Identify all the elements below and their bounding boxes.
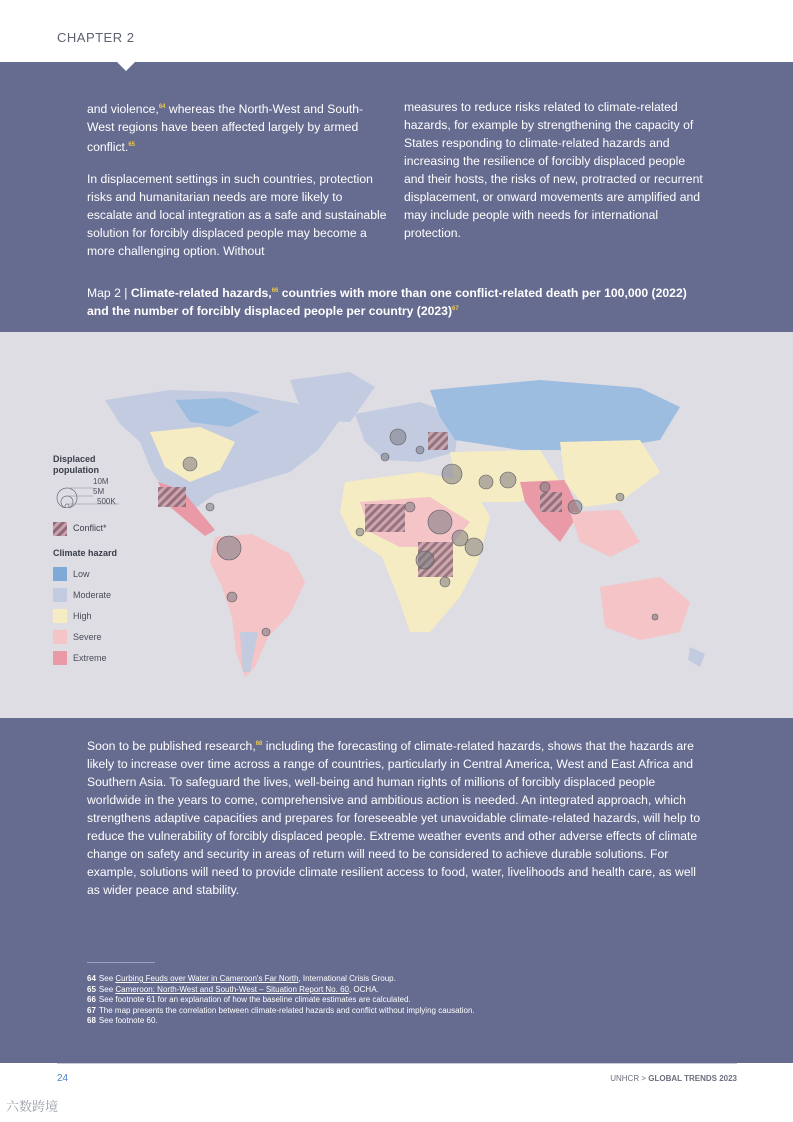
legend-hazard-item — [53, 588, 143, 604]
hazard-label: Moderate — [73, 590, 112, 600]
footnote-item: 66 See footnote 61 for an explanation of how the baseline climate estimates are calculated. — [87, 995, 411, 1004]
page-number: 24 — [57, 1073, 69, 1084]
hazard-label: Extreme — [73, 653, 107, 663]
displaced-bubble — [381, 453, 389, 461]
map-title: Map 2 | Climate-related hazards,$^{66}$ countries with more than one conflict-related death per 100,000 (2022) and the number of forcibly displaced people per country (2023)$^{67}$ — [87, 286, 687, 319]
right-column — [404, 98, 704, 256]
hazard-label: High — [73, 611, 92, 621]
footnote-link[interactable]: Cameroon: North-West and South-West – Situation Report No. 60 — [115, 984, 349, 994]
watermark: 六数跨境 — [6, 1099, 59, 1114]
hazard-swatch — [53, 651, 67, 665]
displaced-bubble — [479, 475, 493, 489]
footnote-number: 67 — [87, 1005, 96, 1015]
displaced-bubble — [540, 482, 550, 492]
displaced-bubble — [568, 500, 582, 514]
legend-hazard-item — [53, 630, 143, 646]
legend-hazard-item — [53, 609, 143, 625]
displaced-bubble — [390, 429, 406, 445]
map-legend — [53, 454, 143, 677]
right-paragraph-1: measures to reduce risks related to climate-related hazards, for example by strengthening the capacity of States responding to climate-related hazards and increasing the resilience of forcibly displaced people and their hosts, the risks of new, protracted or recurrent displacement, or onward movements are amplified and may include people with needs for international protection. — [404, 100, 703, 240]
displaced-bubble — [183, 457, 197, 471]
footer-rule — [57, 1063, 737, 1064]
chapter-notch — [117, 62, 135, 71]
hazard-swatch — [53, 567, 67, 581]
footnotes — [87, 974, 707, 1027]
legend-size-labels: 10M 5M 500K — [93, 477, 116, 506]
displaced-bubble — [652, 614, 658, 620]
footnote-divider — [87, 962, 155, 963]
displaced-bubble — [616, 493, 624, 501]
footer-title: UNHCR > GLOBAL TRENDS 2023 — [610, 1074, 737, 1083]
footnote-ref[interactable]: 67 — [452, 306, 459, 313]
legend-hazard-list — [53, 567, 143, 677]
legend-hazard-item — [53, 651, 143, 667]
footnote-link[interactable]: Curbing Feuds over Water in Cameroon's Far North — [115, 974, 299, 983]
left-paragraph-1: and violence,$^{64}$ whereas the North-West and South-West regions have been affected largely by armed conflict.$^{65}$ — [87, 102, 364, 155]
footnote-number: 66 — [87, 995, 96, 1004]
footnote-ref[interactable]: 68 — [255, 741, 263, 747]
displaced-bubble — [405, 502, 415, 512]
conflict-area — [540, 492, 562, 512]
footnote-item: 64 See Curbing Feuds over Water in Cameroon's Far North, International Crisis Group. — [87, 974, 396, 983]
displaced-bubble — [217, 536, 241, 560]
north-asia — [430, 380, 680, 450]
footnote-item: 68 See footnote 60. — [87, 1016, 158, 1025]
displaced-bubble — [440, 577, 450, 587]
chapter-label: CHAPTER 2 — [57, 30, 135, 45]
legend-hazard-title: Climate hazard — [53, 548, 118, 558]
displaced-bubble — [416, 551, 434, 569]
hazard-swatch — [53, 630, 67, 644]
footnote-number: 65 — [87, 984, 96, 994]
displaced-bubble — [428, 510, 452, 534]
displaced-bubble — [227, 592, 237, 602]
footnote-item: 67 The map presents the correlation between climate-related hazards and conflict without implying causation. — [87, 1005, 475, 1015]
body-paragraph: Soon to be published research,$^{68}$ including the forecasting of climate-related hazards, shows that the hazards are likely to increase over time across a range of countries, particularly in Central America, West and East Africa and Southern Asia. To safeguard the lives, well-being and human rights of millions of forcibly displaced people worldwide in the years to come, comprehensive and ambitious action is needed. An integrated approach, which strengthens adaptive capacities and prepares for foreseeable yet unavoidable climate-related hazards, will help to reduce the vulnerability of forcibly displaced people. Extreme weather events and other adverse effects of climate change on safety and security in areas of return will need to be considered to achieve durable solutions. For example, solutions will need to provide climate resilient access to food, water, livelihoods and health care, as well as wider peace and stability. — [87, 739, 701, 898]
footnote-number: 64 — [87, 974, 96, 983]
legend-displaced-title: Displaced population — [53, 454, 99, 475]
left-column — [87, 98, 387, 274]
displaced-bubble — [500, 472, 516, 488]
footnote-ref[interactable]: 64 — [158, 104, 166, 110]
conflict-area — [158, 487, 186, 507]
legend-conflict: Conflict* — [53, 520, 143, 540]
hazard-label: Severe — [73, 632, 102, 642]
displaced-bubble — [206, 503, 214, 511]
left-paragraph-2: In displacement settings in such countries, protection risks and humanitarian needs are more likely to escalate and local integration as a safe and sustainable solution for forcibly displaced people may become a more challenging option. Without — [87, 172, 387, 259]
footnote-item: 65 See Cameroon: North-West and South-West – Situation Report No. 60, OCHA. — [87, 984, 379, 994]
conflict-area — [428, 432, 448, 450]
hazard-label: Low — [73, 569, 90, 579]
footnote-ref[interactable]: 65 — [128, 142, 136, 149]
displaced-bubble — [416, 446, 424, 454]
legend-hazard-item — [53, 567, 143, 583]
australia — [600, 577, 690, 640]
hazard-swatch — [53, 609, 67, 623]
footnote-ref[interactable]: 66 — [271, 288, 279, 294]
displaced-bubble — [452, 530, 468, 546]
hazard-swatch — [53, 588, 67, 602]
displaced-bubble — [356, 528, 364, 536]
conflict-area — [365, 504, 405, 532]
conflict-swatch — [53, 522, 67, 536]
displaced-bubble — [442, 464, 462, 484]
footnote-number: 68 — [87, 1016, 96, 1025]
displaced-bubble — [262, 628, 270, 636]
